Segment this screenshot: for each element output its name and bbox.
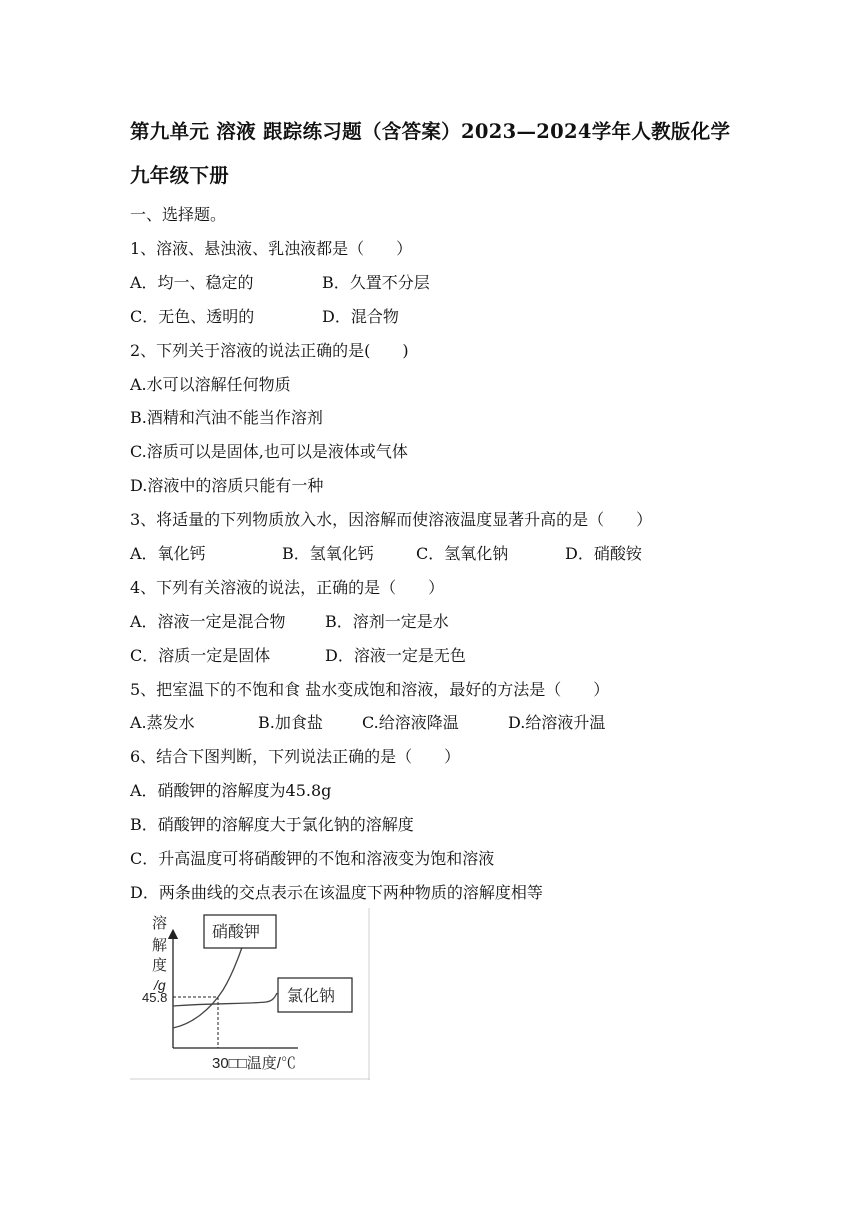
y-axis-label-char-1: 溶 — [152, 915, 168, 932]
kno3-label: 硝酸钾 — [212, 924, 261, 941]
question-6-stem: 6、结合下图判断，下列说法正确的是（ ） — [130, 747, 461, 766]
question-3-option-c: C．氢氧化钠 — [416, 544, 509, 563]
question-1-stem: 1、溶液、悬浊液、乳浊液都是（ ） — [130, 239, 413, 258]
question-5-stem: 5、把室温下的不饱和食 盐水变成饱和溶液，最好的方法是（ ） — [130, 680, 610, 699]
y-axis-unit: /g — [154, 977, 166, 993]
question-2-option-c: C.溶质可以是固体,也可以是液体或气体 — [130, 442, 408, 461]
question-3-stem: 3、将适量的下列物质放入水，因溶解而使溶液温度显著升高的是（ ） — [130, 510, 653, 529]
question-2-stem: 2、下列关于溶液的说法正确的是( ) — [130, 341, 409, 360]
question-1-option-c: C．无色、透明的 — [130, 307, 255, 326]
question-2-option-b: B.酒精和汽油不能当作溶剂 — [130, 408, 323, 427]
solubility-figure — [130, 908, 370, 1080]
question-6-option-d: D．两条曲线的交点表示在该温度下两种物质的溶解度相等 — [130, 883, 543, 902]
question-1-option-a: A．均一、稳定的 — [130, 273, 254, 292]
question-3-option-a: A．氧化钙 — [130, 544, 206, 563]
y-axis-label-char-3: 度 — [152, 957, 168, 974]
y-axis-label-char-2: 解 — [152, 937, 168, 954]
question-4-stem: 4、下列有关溶液的说法，正确的是（ ） — [130, 578, 445, 597]
question-6-option-b: B．硝酸钾的溶解度大于氯化钠的溶解度 — [130, 815, 414, 834]
question-4-option-b: B．溶剂一定是水 — [325, 612, 449, 631]
section-heading: 一、选择题。 — [130, 205, 227, 224]
x-axis-label: 30□□温度/℃ — [212, 1055, 296, 1072]
document-title-line1: 第九单元 溶液 跟踪练习题（含答案）2023—2024学年人教版化学 — [130, 120, 731, 143]
question-3-option-d: D．硝酸铵 — [565, 544, 642, 563]
question-2-option-d: D.溶液中的溶质只能有一种 — [130, 476, 324, 495]
question-5-option-c: C.给溶液降温 — [362, 713, 459, 732]
question-5-option-b: B.加食盐 — [258, 713, 323, 732]
question-5-option-a: A.蒸发水 — [130, 713, 195, 732]
nacl-curve — [173, 993, 277, 1006]
question-1-option-b: B．久置不分层 — [322, 273, 430, 292]
question-2-option-a: A.水可以溶解任何物质 — [130, 375, 291, 394]
y-value-tick-label: 45.8 — [142, 990, 168, 1005]
question-6-option-c: C．升高温度可将硝酸钾的不饱和溶液变为饱和溶液 — [130, 849, 495, 868]
question-6-option-a: A．硝酸钾的溶解度为45.8g — [130, 781, 332, 800]
question-1-option-d: D．混合物 — [322, 307, 399, 326]
question-5-option-d: D.给溶液升温 — [508, 713, 606, 732]
document-title-line2: 九年级下册 — [130, 164, 230, 187]
nacl-label: 氯化钠 — [287, 988, 336, 1005]
solubility-diagram — [130, 908, 370, 1080]
question-4-option-d: D．溶液一定是无色 — [325, 646, 466, 665]
question-3-option-b: B．氢氧化钙 — [282, 544, 374, 563]
question-4-option-c: C．溶质一定是固体 — [130, 646, 271, 665]
question-4-option-a: A．溶液一定是混合物 — [130, 612, 286, 631]
